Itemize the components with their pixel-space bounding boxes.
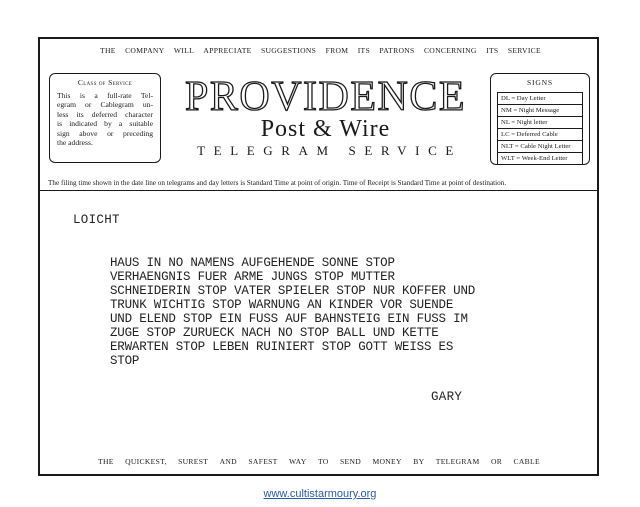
class-of-service-line: sign above or preceding bbox=[57, 128, 153, 138]
class-of-service-line: egram or Cablegram un- bbox=[57, 100, 153, 110]
header-word: SERVICE bbox=[507, 46, 541, 55]
footer-word: TELEGRAM bbox=[435, 457, 480, 466]
class-of-service-box bbox=[49, 73, 161, 163]
sender-signature: GARY bbox=[431, 390, 463, 404]
header-word: CONCERNING bbox=[423, 46, 477, 55]
footer-word: QUICKEST, bbox=[125, 457, 167, 466]
class-of-service-text bbox=[57, 91, 153, 147]
class-of-service-line: the address. bbox=[57, 138, 93, 148]
footer-word: THE bbox=[98, 457, 114, 466]
footer-slogan bbox=[40, 457, 597, 466]
message-line: ERWARTEN STOP LEBEN RUINIERT STOP GOTT WEISS ES bbox=[110, 340, 454, 354]
sign-row: WLT = Week-End Letter bbox=[497, 153, 583, 165]
footer-word: TO bbox=[317, 457, 329, 466]
class-of-service-line: This is a full-rate Tel- bbox=[57, 91, 153, 100]
footer-word: WAY bbox=[289, 457, 307, 466]
footer-word: SUREST bbox=[178, 457, 209, 466]
brand-subtitle: Post & Wire bbox=[260, 116, 391, 142]
header-word: COMPANY bbox=[125, 46, 165, 55]
recipient: LOICHT bbox=[73, 213, 120, 227]
message-line: STOP bbox=[110, 354, 140, 368]
brand-service: TELEGRAM SERVICE bbox=[197, 143, 462, 158]
header-word: FROM bbox=[325, 46, 349, 55]
footer-word: BY bbox=[413, 457, 425, 466]
message-line: SCHNEIDERIN STOP VATER SPIELER STOP NUR KOFFER UND bbox=[110, 284, 476, 298]
message-body bbox=[110, 256, 475, 368]
header-word: APPRECIATE bbox=[203, 46, 252, 55]
footer-word: CABLE bbox=[513, 457, 540, 466]
sign-row: NL = Night letter bbox=[497, 117, 583, 129]
message-line: UND ELEND STOP EIN FUSS AUF BAHNSTEIG EIN FUSS IM bbox=[110, 312, 468, 326]
footer-word: SEND bbox=[339, 457, 362, 466]
footer-word: OR bbox=[490, 457, 503, 466]
header-word: THE bbox=[100, 46, 116, 55]
brand-name: PROVIDENCE bbox=[184, 74, 466, 120]
message-line: HAUS IN NO NAMENS AUFGEHENDE SONNE STOP bbox=[110, 256, 395, 270]
signs-title: SIGNS bbox=[527, 78, 553, 87]
header-word: PATRONS bbox=[379, 46, 415, 55]
sign-row: LC = Deferred Cable bbox=[497, 129, 583, 141]
sign-row: DL = Day Letter bbox=[497, 92, 583, 105]
header-word: WILL bbox=[173, 46, 195, 55]
filing-time-note: The filing time shown in the date line on telegrams and day letters is Standard Time at point of origin. Time of Receipt is Standard Time at point of destination. bbox=[48, 179, 507, 187]
footer-word: AND bbox=[219, 457, 237, 466]
header-word: ITS bbox=[486, 46, 499, 55]
sign-row: NLT = Cable Night Letter bbox=[497, 141, 583, 153]
footer-word: SAFEST bbox=[248, 457, 278, 466]
header-slogan bbox=[40, 46, 597, 55]
telegram-form bbox=[38, 37, 599, 476]
class-of-service-line: less its deferred character bbox=[57, 109, 153, 119]
class-of-service-line: is indicated by a suitable bbox=[57, 119, 153, 129]
message-line: TRUNK WICHTIG STOP WARNUNG AN KINDER VOR SUENDE bbox=[110, 298, 454, 312]
sign-row: NM = Night Message bbox=[497, 105, 583, 117]
divider bbox=[40, 190, 597, 191]
message-line: VERHAENGNIS FUER ARME JUNGS STOP MUTTER bbox=[110, 270, 395, 284]
header-word: SUGGESTIONS bbox=[260, 46, 317, 55]
signs-box bbox=[490, 73, 590, 165]
footer-word: MONEY bbox=[372, 457, 402, 466]
message-line: ZUGE STOP ZURUECK NACH NO STOP BALL UND KETTE bbox=[110, 326, 439, 340]
class-of-service-title: Class of Service bbox=[77, 78, 133, 87]
header-word: ITS bbox=[357, 46, 370, 55]
source-link[interactable]: www.cultistarmoury.org bbox=[263, 488, 377, 500]
